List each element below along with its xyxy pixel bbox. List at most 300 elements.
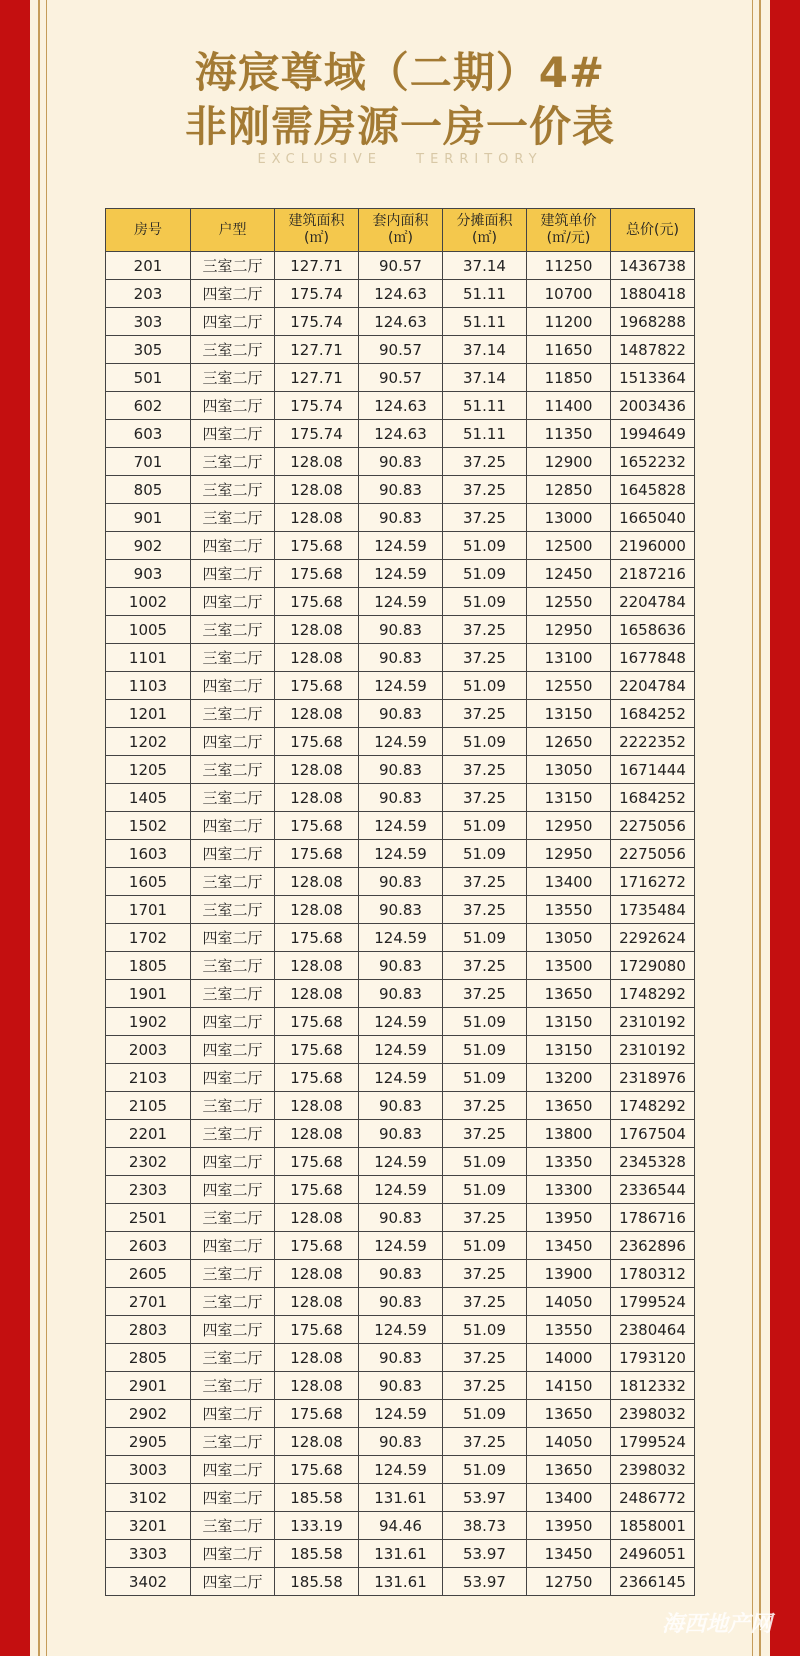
table-cell: 128.08 <box>275 784 359 812</box>
table-row <box>106 1288 695 1316</box>
table-cell: 2496051 <box>611 1540 695 1568</box>
table-cell: 13300 <box>527 1176 611 1204</box>
table-cell: 90.83 <box>359 1344 443 1372</box>
table-cell: 2303 <box>106 1176 191 1204</box>
table-cell: 128.08 <box>275 700 359 728</box>
table-cell: 三室二厅 <box>191 1428 275 1456</box>
table-cell: 3003 <box>106 1456 191 1484</box>
table-cell: 175.68 <box>275 840 359 868</box>
table-cell: 三室二厅 <box>191 980 275 1008</box>
table-cell: 四室二厅 <box>191 1008 275 1036</box>
table-row <box>106 756 695 784</box>
table-row <box>106 812 695 840</box>
table-cell: 2345328 <box>611 1148 695 1176</box>
table-cell: 90.83 <box>359 784 443 812</box>
table-cell: 2362896 <box>611 1232 695 1260</box>
table-cell: 128.08 <box>275 952 359 980</box>
table-cell: 124.59 <box>359 1456 443 1484</box>
table-cell: 1901 <box>106 980 191 1008</box>
table-cell: 三室二厅 <box>191 1120 275 1148</box>
table-cell: 四室二厅 <box>191 812 275 840</box>
table-cell: 13550 <box>527 896 611 924</box>
table-cell: 13900 <box>527 1260 611 1288</box>
table-cell: 185.58 <box>275 1540 359 1568</box>
table-cell: 1812332 <box>611 1372 695 1400</box>
table-cell: 11250 <box>527 252 611 280</box>
table-row <box>106 1316 695 1344</box>
table-cell: 1671444 <box>611 756 695 784</box>
table-cell: 37.14 <box>443 336 527 364</box>
column-header: 建筑单价 (㎡/元) <box>527 209 611 252</box>
table-cell: 12550 <box>527 672 611 700</box>
table-cell: 13500 <box>527 952 611 980</box>
page-subtitle-title: 非刚需房源一房一价表 <box>184 102 615 151</box>
table-cell: 51.09 <box>443 588 527 616</box>
table-cell: 1793120 <box>611 1344 695 1372</box>
column-header: 建筑面积 (㎡) <box>275 209 359 252</box>
table-cell: 175.68 <box>275 1008 359 1036</box>
table-row <box>106 728 695 756</box>
table-cell: 三室二厅 <box>191 952 275 980</box>
table-cell: 14050 <box>527 1288 611 1316</box>
table-cell: 51.09 <box>443 1316 527 1344</box>
table-cell: 37.25 <box>443 784 527 812</box>
table-cell: 三室二厅 <box>191 1092 275 1120</box>
table-cell: 12750 <box>527 1568 611 1596</box>
table-cell: 13650 <box>527 1092 611 1120</box>
table-cell: 37.25 <box>443 1372 527 1400</box>
gold-border-line <box>759 0 761 1656</box>
table-cell: 175.68 <box>275 1036 359 1064</box>
table-row <box>106 700 695 728</box>
table-cell: 90.83 <box>359 868 443 896</box>
table-cell: 2292624 <box>611 924 695 952</box>
table-cell: 1502 <box>106 812 191 840</box>
table-cell: 1603 <box>106 840 191 868</box>
table-cell: 175.68 <box>275 1064 359 1092</box>
table-cell: 124.59 <box>359 728 443 756</box>
table-cell: 四室二厅 <box>191 308 275 336</box>
table-cell: 12450 <box>527 560 611 588</box>
table-cell: 3303 <box>106 1540 191 1568</box>
table-cell: 175.74 <box>275 280 359 308</box>
table-cell: 四室二厅 <box>191 392 275 420</box>
table-cell: 1665040 <box>611 504 695 532</box>
table-cell: 175.74 <box>275 420 359 448</box>
table-row <box>106 672 695 700</box>
table-cell: 1487822 <box>611 336 695 364</box>
table-cell: 90.83 <box>359 476 443 504</box>
table-cell: 12900 <box>527 448 611 476</box>
table-cell: 128.08 <box>275 868 359 896</box>
table-cell: 13150 <box>527 1008 611 1036</box>
table-cell: 37.25 <box>443 1288 527 1316</box>
table-cell: 128.08 <box>275 1288 359 1316</box>
table-cell: 94.46 <box>359 1512 443 1540</box>
table-cell: 2486772 <box>611 1484 695 1512</box>
table-cell: 三室二厅 <box>191 756 275 784</box>
table-cell: 51.09 <box>443 1400 527 1428</box>
table-cell: 124.59 <box>359 1400 443 1428</box>
table-cell: 90.83 <box>359 1372 443 1400</box>
table-row <box>106 1456 695 1484</box>
table-cell: 124.59 <box>359 1316 443 1344</box>
table-cell: 1202 <box>106 728 191 756</box>
table-cell: 三室二厅 <box>191 364 275 392</box>
table-cell: 1716272 <box>611 868 695 896</box>
table-cell: 90.83 <box>359 1288 443 1316</box>
table-cell: 127.71 <box>275 252 359 280</box>
table-cell: 175.68 <box>275 812 359 840</box>
table-row <box>106 1036 695 1064</box>
column-header: 房号 <box>106 209 191 252</box>
table-cell: 三室二厅 <box>191 252 275 280</box>
table-cell: 131.61 <box>359 1568 443 1596</box>
table-cell: 51.11 <box>443 392 527 420</box>
table-cell: 90.83 <box>359 448 443 476</box>
table-cell: 175.68 <box>275 1232 359 1260</box>
table-cell: 三室二厅 <box>191 644 275 672</box>
table-cell: 三室二厅 <box>191 504 275 532</box>
table-cell: 13650 <box>527 1400 611 1428</box>
table-cell: 四室二厅 <box>191 924 275 952</box>
table-cell: 38.73 <box>443 1512 527 1540</box>
table-cell: 13350 <box>527 1148 611 1176</box>
table-cell: 2204784 <box>611 672 695 700</box>
table-cell: 三室二厅 <box>191 1512 275 1540</box>
table-cell: 128.08 <box>275 1120 359 1148</box>
table-cell: 90.83 <box>359 1260 443 1288</box>
table-cell: 四室二厅 <box>191 1484 275 1512</box>
table-cell: 12950 <box>527 840 611 868</box>
table-cell: 1780312 <box>611 1260 695 1288</box>
table-cell: 124.59 <box>359 560 443 588</box>
table-row <box>106 448 695 476</box>
table-cell: 124.63 <box>359 392 443 420</box>
column-header: 户型 <box>191 209 275 252</box>
table-row <box>106 392 695 420</box>
table-cell: 1677848 <box>611 644 695 672</box>
table-cell: 2701 <box>106 1288 191 1316</box>
table-row <box>106 364 695 392</box>
table-cell: 2222352 <box>611 728 695 756</box>
table-cell: 2003436 <box>611 392 695 420</box>
table-cell: 51.09 <box>443 672 527 700</box>
table-cell: 13950 <box>527 1204 611 1232</box>
table-cell: 1605 <box>106 868 191 896</box>
table-row <box>106 1400 695 1428</box>
table-cell: 四室二厅 <box>191 840 275 868</box>
table-cell: 13450 <box>527 1232 611 1260</box>
table-row <box>106 504 695 532</box>
table-cell: 175.68 <box>275 1456 359 1484</box>
table-cell: 1805 <box>106 952 191 980</box>
table-cell: 1799524 <box>611 1288 695 1316</box>
table-cell: 14000 <box>527 1344 611 1372</box>
table-row <box>106 840 695 868</box>
table-cell: 2103 <box>106 1064 191 1092</box>
table-cell: 90.83 <box>359 980 443 1008</box>
table-row <box>106 308 695 336</box>
table-cell: 14050 <box>527 1428 611 1456</box>
table-cell: 90.83 <box>359 1092 443 1120</box>
table-cell: 175.68 <box>275 588 359 616</box>
table-cell: 1658636 <box>611 616 695 644</box>
table-cell: 124.59 <box>359 532 443 560</box>
table-cell: 2105 <box>106 1092 191 1120</box>
table-row <box>106 532 695 560</box>
table-cell: 175.74 <box>275 392 359 420</box>
table-cell: 37.25 <box>443 756 527 784</box>
table-cell: 1645828 <box>611 476 695 504</box>
table-cell: 175.68 <box>275 532 359 560</box>
table-cell: 1405 <box>106 784 191 812</box>
table-cell: 124.59 <box>359 1036 443 1064</box>
table-cell: 2380464 <box>611 1316 695 1344</box>
table-cell: 805 <box>106 476 191 504</box>
table-cell: 51.09 <box>443 728 527 756</box>
table-cell: 37.25 <box>443 980 527 1008</box>
table-row <box>106 1120 695 1148</box>
table-cell: 90.83 <box>359 1428 443 1456</box>
table-cell: 90.83 <box>359 1204 443 1232</box>
table-row <box>106 588 695 616</box>
table-cell: 175.74 <box>275 308 359 336</box>
table-cell: 37.25 <box>443 868 527 896</box>
table-cell: 124.59 <box>359 1232 443 1260</box>
table-cell: 11400 <box>527 392 611 420</box>
table-cell: 124.63 <box>359 280 443 308</box>
table-row <box>106 896 695 924</box>
table-row <box>106 1260 695 1288</box>
table-cell: 37.14 <box>443 252 527 280</box>
table-cell: 303 <box>106 308 191 336</box>
table-cell: 185.58 <box>275 1484 359 1512</box>
table-cell: 11850 <box>527 364 611 392</box>
table-row <box>106 1148 695 1176</box>
table-row <box>106 980 695 1008</box>
table-cell: 13800 <box>527 1120 611 1148</box>
table-cell: 2603 <box>106 1232 191 1260</box>
table-cell: 124.59 <box>359 1148 443 1176</box>
table-cell: 51.09 <box>443 924 527 952</box>
table-cell: 175.68 <box>275 560 359 588</box>
table-cell: 13400 <box>527 1484 611 1512</box>
table-cell: 53.97 <box>443 1484 527 1512</box>
table-cell: 三室二厅 <box>191 1288 275 1316</box>
table-cell: 2187216 <box>611 560 695 588</box>
watermark-logo: 海西地产网 <box>661 1612 772 1637</box>
table-cell: 1652232 <box>611 448 695 476</box>
table-cell: 128.08 <box>275 504 359 532</box>
table-cell: 三室二厅 <box>191 700 275 728</box>
table-cell: 四室二厅 <box>191 1064 275 1092</box>
table-cell: 51.09 <box>443 812 527 840</box>
table-cell: 3102 <box>106 1484 191 1512</box>
table-cell: 501 <box>106 364 191 392</box>
table-cell: 51.09 <box>443 1456 527 1484</box>
table-cell: 175.68 <box>275 728 359 756</box>
table-cell: 51.11 <box>443 308 527 336</box>
table-cell: 37.25 <box>443 644 527 672</box>
table-cell: 四室二厅 <box>191 1036 275 1064</box>
table-cell: 124.59 <box>359 924 443 952</box>
table-cell: 37.25 <box>443 1120 527 1148</box>
table-cell: 51.09 <box>443 532 527 560</box>
table-cell: 175.68 <box>275 1148 359 1176</box>
column-header: 套内面积 (㎡) <box>359 209 443 252</box>
table-cell: 2336544 <box>611 1176 695 1204</box>
table-cell: 四室二厅 <box>191 1400 275 1428</box>
table-cell: 1799524 <box>611 1428 695 1456</box>
table-cell: 11350 <box>527 420 611 448</box>
table-cell: 124.59 <box>359 672 443 700</box>
table-cell: 603 <box>106 420 191 448</box>
table-cell: 124.59 <box>359 812 443 840</box>
subtitle-word: EXCLUSIVE <box>257 152 383 167</box>
table-cell: 1201 <box>106 700 191 728</box>
table-cell: 90.83 <box>359 896 443 924</box>
table-body <box>106 252 695 1596</box>
table-cell: 128.08 <box>275 644 359 672</box>
table-cell: 1702 <box>106 924 191 952</box>
table-cell: 13950 <box>527 1512 611 1540</box>
table-cell: 三室二厅 <box>191 784 275 812</box>
table-cell: 三室二厅 <box>191 476 275 504</box>
table-row <box>106 868 695 896</box>
table-row <box>106 1344 695 1372</box>
table-cell: 128.08 <box>275 896 359 924</box>
table-cell: 903 <box>106 560 191 588</box>
table-cell: 175.68 <box>275 924 359 952</box>
table-cell: 1103 <box>106 672 191 700</box>
table-cell: 175.68 <box>275 1400 359 1428</box>
table-cell: 13400 <box>527 868 611 896</box>
table-cell: 201 <box>106 252 191 280</box>
table-cell: 128.08 <box>275 1092 359 1120</box>
table-cell: 53.97 <box>443 1568 527 1596</box>
table-cell: 1748292 <box>611 1092 695 1120</box>
table-cell: 701 <box>106 448 191 476</box>
table-cell: 124.59 <box>359 1176 443 1204</box>
table-row <box>106 644 695 672</box>
table-cell: 53.97 <box>443 1540 527 1568</box>
table-cell: 2310192 <box>611 1008 695 1036</box>
table-cell: 2310192 <box>611 1036 695 1064</box>
table-row <box>106 476 695 504</box>
table-cell: 124.59 <box>359 840 443 868</box>
table-cell: 124.63 <box>359 308 443 336</box>
table-cell: 37.25 <box>443 1344 527 1372</box>
table-cell: 1005 <box>106 616 191 644</box>
table-cell: 51.09 <box>443 1008 527 1036</box>
table-cell: 902 <box>106 532 191 560</box>
table-cell: 128.08 <box>275 1372 359 1400</box>
table-row <box>106 924 695 952</box>
table-cell: 1902 <box>106 1008 191 1036</box>
table-cell: 2398032 <box>611 1400 695 1428</box>
table-cell: 四室二厅 <box>191 1316 275 1344</box>
table-cell: 133.19 <box>275 1512 359 1540</box>
column-header: 分摊面积 (㎡) <box>443 209 527 252</box>
table-cell: 三室二厅 <box>191 448 275 476</box>
table-cell: 2803 <box>106 1316 191 1344</box>
table-cell: 四室二厅 <box>191 1456 275 1484</box>
table-cell: 90.83 <box>359 700 443 728</box>
table-cell: 90.83 <box>359 952 443 980</box>
table-cell: 四室二厅 <box>191 1176 275 1204</box>
table-cell: 51.09 <box>443 1148 527 1176</box>
table-cell: 185.58 <box>275 1568 359 1596</box>
table-cell: 128.08 <box>275 1204 359 1232</box>
table-cell: 2902 <box>106 1400 191 1428</box>
table-cell: 602 <box>106 392 191 420</box>
table-row <box>106 1008 695 1036</box>
table-row <box>106 1428 695 1456</box>
table-cell: 1968288 <box>611 308 695 336</box>
table-cell: 四室二厅 <box>191 588 275 616</box>
table-cell: 12550 <box>527 588 611 616</box>
table-cell: 2318976 <box>611 1064 695 1092</box>
table-cell: 51.09 <box>443 1232 527 1260</box>
table-row <box>106 1372 695 1400</box>
table-cell: 37.25 <box>443 1204 527 1232</box>
table-cell: 四室二厅 <box>191 1540 275 1568</box>
table-cell: 175.68 <box>275 672 359 700</box>
table-row <box>106 1176 695 1204</box>
table-cell: 11200 <box>527 308 611 336</box>
table-row <box>106 336 695 364</box>
table-cell: 1701 <box>106 896 191 924</box>
table-cell: 13150 <box>527 700 611 728</box>
table-cell: 1513364 <box>611 364 695 392</box>
table-cell: 3402 <box>106 1568 191 1596</box>
table-cell: 37.25 <box>443 1428 527 1456</box>
table-cell: 90.57 <box>359 364 443 392</box>
table-cell: 51.09 <box>443 1176 527 1204</box>
table-cell: 124.59 <box>359 588 443 616</box>
table-cell: 13200 <box>527 1064 611 1092</box>
table-cell: 90.57 <box>359 252 443 280</box>
table-cell: 13050 <box>527 756 611 784</box>
table-row <box>106 280 695 308</box>
table-cell: 1684252 <box>611 784 695 812</box>
table-cell: 1735484 <box>611 896 695 924</box>
table-cell: 三室二厅 <box>191 896 275 924</box>
table-cell: 127.71 <box>275 364 359 392</box>
table-cell: 10700 <box>527 280 611 308</box>
table-cell: 51.11 <box>443 280 527 308</box>
table-cell: 13650 <box>527 980 611 1008</box>
table-cell: 128.08 <box>275 1344 359 1372</box>
table-cell: 1684252 <box>611 700 695 728</box>
table-cell: 四室二厅 <box>191 1232 275 1260</box>
table-cell: 13100 <box>527 644 611 672</box>
table-cell: 124.59 <box>359 1064 443 1092</box>
table-cell: 1858001 <box>611 1512 695 1540</box>
table-cell: 37.25 <box>443 1092 527 1120</box>
table-cell: 2805 <box>106 1344 191 1372</box>
table-cell: 2201 <box>106 1120 191 1148</box>
table-cell: 90.83 <box>359 616 443 644</box>
column-header: 总价(元) <box>611 209 695 252</box>
table-cell: 127.71 <box>275 336 359 364</box>
gold-border-line <box>752 0 753 1656</box>
table-cell: 1880418 <box>611 280 695 308</box>
table-cell: 175.68 <box>275 1176 359 1204</box>
table-cell: 13550 <box>527 1316 611 1344</box>
table-cell: 2302 <box>106 1148 191 1176</box>
